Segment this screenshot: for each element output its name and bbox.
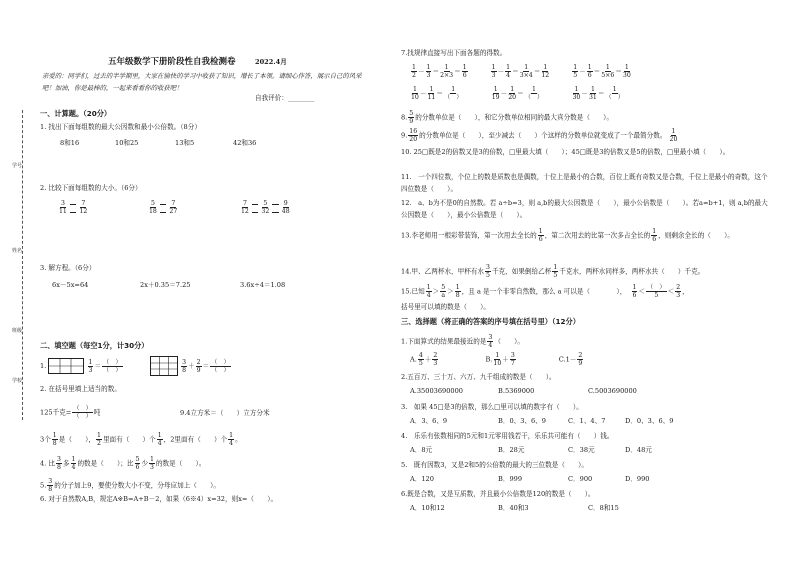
r12: 12. a、b为不是0的自然数。若 a÷b=3，则 a,b的最大公因数是（ ），最小公倍数是（ ）。若a=b+1，则 a,b的最大公因数是（ ），最小公倍数是（ ）。 <box>401 199 768 219</box>
c1-opts: A. $\frac{4}{5}$ ＋ $\frac{2}{3}$ B. $\frac{1}{10}$ ＋ $\frac{3}{7}$ C.1－ $\frac{2}{9}$ <box>410 352 583 367</box>
f6: 6. 对于自然数A,B，规定A※B=A+B－2，如果（6※4）x=32，则x=（ ）。 <box>40 495 278 503</box>
q1-item-3: 13和5 <box>175 139 195 147</box>
q3-item-1: 6x－5x=64 <box>52 281 89 289</box>
c4-opt-b: B．28元 <box>498 446 525 454</box>
q1-item-4: 42和36 <box>233 139 257 147</box>
c2-opt-a: A.35003690000 <box>410 387 464 395</box>
f3: 3个 $\frac{1}{8}$ 是（ ）， $\frac{1}{2}$ 里面有（ ）个 $\frac{1}{4}$ ，2里面有（ ）个 $\frac{1}{4}$ 。 <box>40 432 242 447</box>
r15: 15.已知 $\frac{1}{4}$ ＞ $\frac{5}{a}$ ＞ $\frac{1}{8}$ ，且 a 是一个非零自然数，那么 a 可以是（ ）， $\frac{1}{6}$ ＜ $\frac{( )}{5}$ ＜ $\frac{2}{3}$ ， <box>401 284 689 299</box>
intro-text: 亲爱的：同学们，过去的半学期里，大家在愉快的学习中收获了知识，增长了本领。请细心作答，展示自己的风采吧！加油，你是最棒的，一起来看看你的收获吧！ <box>42 72 362 92</box>
c3: 3. 如果 45□是3的倍数，那么□里可以填的数字有（ ）。 <box>401 403 583 411</box>
q3-item-3: 3.6x÷4＝1.08 <box>240 281 286 289</box>
c2: 2.五百万、三十万、六万、九千组成的数是（ ）。 <box>401 373 556 381</box>
c3-opt-a: A．3、6、9 <box>410 417 448 425</box>
c5: 5. 既有因数3，又是2和5的公倍数的最大的三位数是（ ）。 <box>401 461 589 469</box>
section-1-heading: 一、计算题。（20分） <box>40 109 112 118</box>
c4-opt-c: C．38元 <box>568 446 595 454</box>
q1-item-2: 10和25 <box>115 139 139 147</box>
r13: 13.李老师用一根彩带装饰，第一次用去全长的 $\frac{1}{6}$ ，第二次用去的比第一次多占全长的 $\frac{1}{6}$ ，则剩余全长的（ ）。 <box>401 228 734 243</box>
r11: 11. 一个四位数，个位上的数是质数也是偶数，十位上是最小的合数，百位上既有奇数又是合数，千位上是最小的奇数，这个四位数是（ ）。 <box>401 173 768 193</box>
q2-item-1: $\frac{3}{11}$ $\frac{7}{12}$ <box>59 200 88 215</box>
q3-item-2: 2x＋0.35＝7.25 <box>140 281 191 289</box>
r15-tail: 括号里可以填的数是（ ）。 <box>401 303 491 311</box>
c6: 6.既是合数，又是互质数，并且最小公倍数是120的数是（ ）。 <box>401 490 595 498</box>
exam-date: 2022.4月 <box>255 58 287 66</box>
f1-row-b: $\frac{3}{8}$ ＋ $\frac{2}{9}$ ＝ $\frac{( )}{( )}$ <box>150 356 232 376</box>
self-eval-text: 自我评价： <box>255 94 288 102</box>
page-title: 五年级数学下册阶段性自我检测卷 <box>108 57 236 67</box>
c6-opt-c: C．8和15 <box>588 504 619 512</box>
grid-figure-1 <box>48 358 84 374</box>
grid-figure-2 <box>150 356 178 376</box>
r8: 8. $\frac{5}{9}$ 的分数单位是（ ），和它分数单位相同的最大真分数是（ ）。 <box>401 110 614 125</box>
q2-item-2: $\frac{5}{18}$ $\frac{7}{27}$ <box>149 200 178 215</box>
f2-b: 9.4立方米＝（ ）立方分米 <box>180 409 270 417</box>
c3-opt-d: D．0、3、6、9 <box>625 417 674 425</box>
f1-row: 1. $\frac{1}{3}$ ＝ $\frac{( )}{( )}$ <box>40 358 122 374</box>
c4-opt-d: D．48元 <box>625 446 652 454</box>
q2-item-3: $\frac{7}{12}$ $\frac{5}{32}$ $\frac{9}{48}$ <box>241 200 290 215</box>
c3-opt-c: C．1、4、7 <box>568 417 606 425</box>
c5-opt-d: D．990 <box>625 475 650 483</box>
r14: 14.甲、乙两杯水，甲杯有水 $\frac{3}{5}$ 千克，如果倒给乙杯 $\frac{1}{5}$ 千克水，两杯水同样多，两杯水共（ ）千克。 <box>401 264 705 279</box>
f4: 4. 比 $\frac{3}{8}$ 多 $\frac{1}{4}$ 的数是（ ）；比 $\frac{5}{6}$ 少 $\frac{1}{3}$ 的数是（ ）。 <box>40 456 206 471</box>
q1-text: 1. 找出下面每组数的最大公因数和最小公倍数。（8分） <box>40 123 201 131</box>
f2-text: 2. 在括号里填上适当的数。 <box>40 385 121 393</box>
c2-opt-b: B.5369000 <box>498 387 535 395</box>
c5-opt-c: C．900 <box>568 475 593 483</box>
f5: 5. $\frac{3}{8}$ 的分子加上9，要使分数大小不变，分母应加上（ ）。 <box>40 478 220 493</box>
q3-text: 3. 解方程。（6分） <box>40 264 96 272</box>
r7-row-2: $\frac{1}{10}$ － $\frac{1}{11}$ ＝ $\frac{1}{( )}$ $\frac{1}{19}$ － $\frac{1}{20}$ ＝ $\frac{1}{( )}$ $\frac{1}{30}$ － $\frac{1}{31}$ ＝ $\frac{1}{( )}$ <box>411 86 624 101</box>
self-eval-label <box>255 95 314 103</box>
c6-opt-a: A．10和12 <box>410 504 445 512</box>
c5-opt-a: A．120 <box>410 475 434 483</box>
c5-opt-b: B．999 <box>498 475 523 483</box>
c1: 1.下面算式的结果最接近的是 $\frac{3}{4}$ （ ）。 <box>401 334 525 349</box>
c6-opt-b: B．40和3 <box>498 504 529 512</box>
r10: 10. 25□既是2的倍数又是3的倍数，□里最大填（ ）；45□既是3的倍数又是5的倍数，□里最小填（ ）。 <box>401 148 730 156</box>
r7-row-1: $\frac{1}{2}$ － $\frac{1}{3}$ ＝ $\frac{1}{2\times 3}$ ＝ $\frac{1}{6}$ $\frac{1}{3}$ － $\frac{1}{4}$ ＝ $\frac{1}{3\times 4}$ ＝ $\frac{1}{12}$ $\frac{1}{5}$ － $\frac{1}{6}$ ＝ $\frac{1}{5\times 6}$ ＝ $\frac{1}{30}$ <box>412 64 631 79</box>
binding-margin <box>12 128 26 408</box>
section-2-heading: 二、填空题（每空1分，计30分） <box>40 341 149 350</box>
c4-opt-a: A．8元 <box>410 446 433 454</box>
q1-item-1: 8和16 <box>60 139 80 147</box>
c3-opt-b: B．0、3、6、9 <box>498 417 547 425</box>
f2-a: 125千克= $\frac{( )}{( )}$ 吨 <box>40 405 101 420</box>
binding-label-id: 学号 <box>12 163 23 169</box>
binding-label-name: 姓名 <box>12 248 23 254</box>
c4: 4. 乐乐有张数相同的5元和1元零用钱若干，乐乐共可能有（ ）钱。 <box>401 432 614 440</box>
section-3-heading: 三、选择题（将正确的答案的序号填在括号里）（12分） <box>401 317 580 326</box>
binding-label-class: 班级 <box>12 328 23 334</box>
r7-text: 7.找规律直接写出下面各题的得数。 <box>401 49 507 57</box>
c2-opt-c: C.5003690000 <box>588 387 637 395</box>
r9: 9. $\frac{16}{20}$ 的分数单位是（ ），至少减去（ ）个这样的分数单位就变成了一个最简分数。 $\frac{1}{20}$ <box>401 128 678 143</box>
q2-text: 2. 比较下面每组数的大小。（6分） <box>40 184 142 192</box>
self-eval-blank[interactable]: ________ <box>287 94 315 102</box>
binding-label-school: 学校 <box>12 378 23 384</box>
